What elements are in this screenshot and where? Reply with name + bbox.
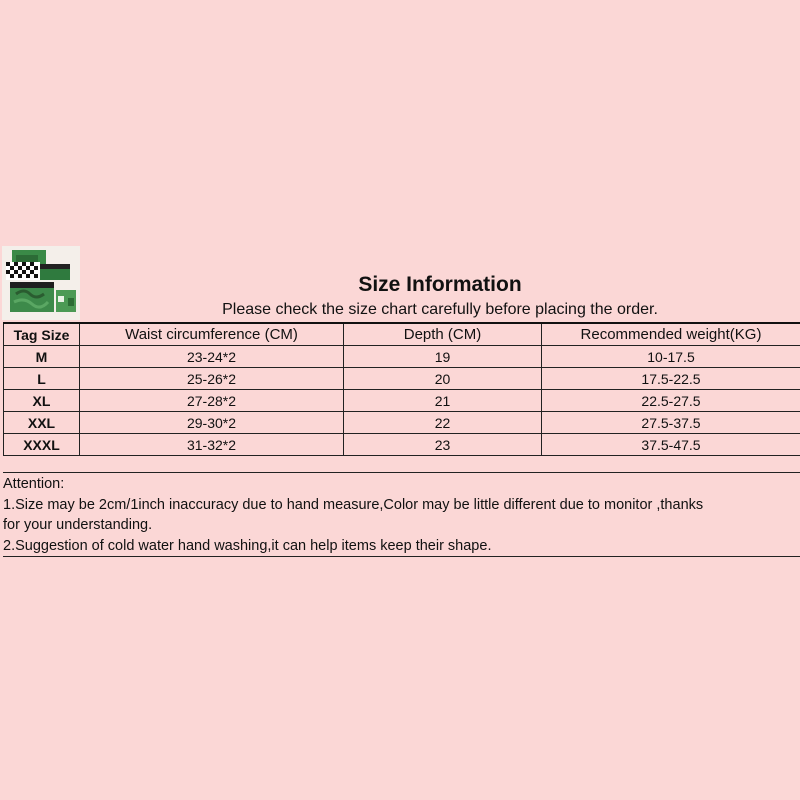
cell-depth: 19 [344,346,542,368]
note-1-line-2: for your understanding. [3,517,153,533]
cell-waist: 31-32*2 [80,434,344,456]
page-subtitle: Please check the size chart carefully before placing the order. [222,301,658,318]
cell-tag-size: L [4,368,80,390]
note-2: 2.Suggestion of cold water hand washing,it can help items keep their shape. [3,537,492,554]
cell-waist: 25-26*2 [80,368,344,390]
cell-waist: 23-24*2 [80,346,344,368]
table-header-row [4,323,800,346]
table-row [4,346,800,368]
cell-depth: 20 [344,368,542,390]
attention-notes [3,474,800,556]
cell-depth: 22 [344,412,542,434]
column-header-depth: Depth (CM) [344,323,542,346]
column-header-tag-size: Tag Size [4,323,80,346]
column-header-waist: Waist circumference (CM) [80,323,344,346]
column-header-weight: Recommended weight(KG) [542,323,800,346]
cell-weight: 22.5-27.5 [542,390,800,412]
note-1-line-1: 1.Size may be 2cm/1inch inaccuracy due to hand measure,Color may be little different due to monitor ,thanks [3,496,704,513]
cell-waist: 29-30*2 [80,412,344,434]
notes-bottom-divider [3,556,800,557]
cell-weight: 17.5-22.5 [542,368,800,390]
cell-tag-size: XL [4,390,80,412]
cell-weight: 37.5-47.5 [542,434,800,456]
page-title: Size Information [358,273,522,296]
cell-tag-size: M [4,346,80,368]
notes-heading: Attention: [3,476,65,492]
table-row [4,434,800,456]
size-chart-table [3,322,800,456]
cell-tag-size: XXXL [4,434,80,456]
table-row [4,412,800,434]
cell-weight: 27.5-37.5 [542,412,800,434]
cell-waist: 27-28*2 [80,390,344,412]
cell-tag-size: XXL [4,412,80,434]
cell-depth: 23 [344,434,542,456]
table-row [4,390,800,412]
table-row [4,368,800,390]
cell-weight: 10-17.5 [542,346,800,368]
notes-top-divider [3,472,800,473]
cell-depth: 21 [344,390,542,412]
